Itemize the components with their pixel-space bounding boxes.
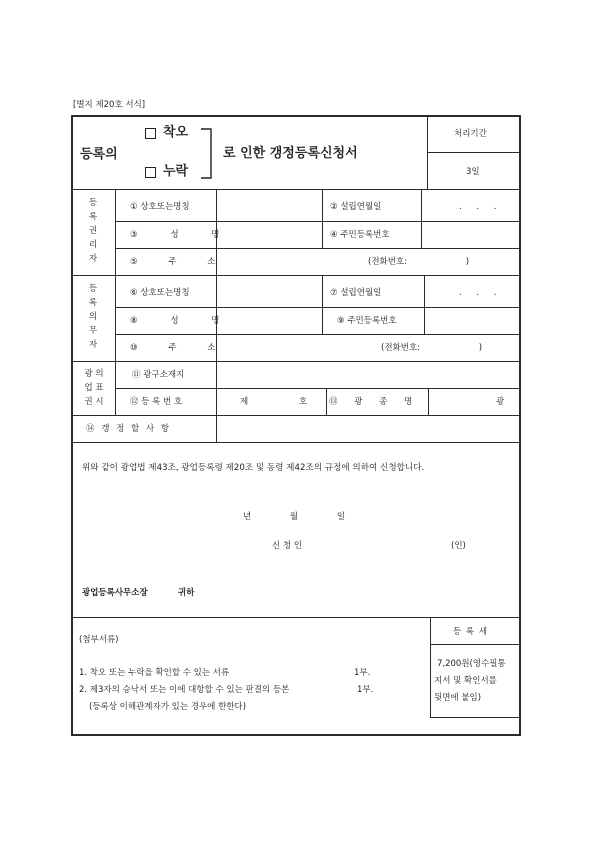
rights-address-label: ⑤ 주 소 [130, 257, 216, 267]
rights-trade-name-field[interactable] [218, 191, 321, 220]
omission-option-label: 누락 [163, 164, 189, 179]
rights-resident-no-field[interactable] [423, 223, 519, 247]
attachment-item-2: 2. 제3자의 승낙서 또는 이에 대항할 수 있는 판결의 등본 [79, 685, 290, 695]
outer-border-left [71, 115, 73, 736]
rights-name-label: ③ 성 명 [130, 230, 220, 240]
attachment-item-1: 1. 착오 또는 누락을 확인할 수 있는 서류 [79, 668, 230, 678]
form-number-label: [별지 제20호 서식] [73, 100, 146, 110]
processing-period-value: 3일 [466, 167, 480, 177]
registration-number-field[interactable]: 제 호 [240, 397, 308, 407]
rights-established-date-label: ② 설립연월일 [330, 202, 382, 212]
attachment-item-1-qty: 1부. [354, 668, 371, 678]
outer-border-bottom [71, 734, 521, 736]
outer-border-right [519, 115, 521, 736]
omission-checkbox[interactable] [145, 167, 156, 178]
rights-resident-no-label: ④ 주민등록번호 [330, 230, 390, 240]
rights-phone-label: (전화번호: ) [368, 257, 470, 267]
obligor-address-label: ⑩ 주 소 [130, 343, 216, 353]
outer-border-top [71, 115, 521, 117]
obligor-resident-no-field[interactable] [426, 309, 519, 333]
recipient-label: 광업등록사무소장 [82, 588, 148, 598]
mine-location-field[interactable] [218, 363, 519, 387]
applicant-name-field[interactable] [318, 536, 446, 554]
error-checkbox[interactable] [145, 128, 156, 139]
attachments-title: (첨부서류) [79, 635, 119, 645]
correction-items-label: ⑭ 갱 정 할 사 항 [86, 424, 172, 434]
rights-trade-name-label: ① 상호또는명칭 [130, 202, 190, 212]
obligor-name-field[interactable] [218, 309, 321, 333]
title-suffix: 로 인한 갱정등록신청서 [223, 146, 358, 161]
option-bracket [200, 128, 214, 180]
seal-label: (인) [451, 541, 466, 551]
declaration-text: 위와 같이 광업법 제43조, 광업등록령 제20조 및 동령 제42조의 규정에 의하여 신청합니다. [82, 463, 425, 473]
applicant-label: 신 청 인 [272, 541, 303, 551]
header-bottom-line [72, 189, 520, 190]
title-prefix: 등록의 [80, 147, 118, 162]
mine-location-label: ⑪ 광구소재지 [132, 370, 185, 380]
attachment-item-2-qty: 1부. [357, 685, 374, 695]
section-column-divider [115, 189, 116, 415]
registration-tax-line-3: 뒷면에 붙임) [434, 693, 482, 703]
obligor-resident-no-label: ⑨ 주민등록번호 [337, 316, 397, 326]
mine-name-unit: 광 [496, 397, 505, 407]
processing-period-label: 처리기간 [454, 129, 487, 139]
correction-items-field[interactable] [218, 417, 519, 441]
rights-established-date-field[interactable]: . . . [459, 202, 497, 212]
registration-tax-line-2: 지서 및 확인서를 [434, 676, 497, 686]
header-divider-h [427, 152, 520, 153]
obligor-trade-name-label: ⑥ 상호또는명칭 [130, 288, 190, 298]
recipient-suffix: 귀하 [178, 588, 195, 598]
registration-tax-title: 등 록 세 [453, 627, 489, 637]
attachment-item-2-note: (등록상 이해관계자가 있는 경우에 한한다) [89, 702, 247, 712]
registration-number-label: ⑫ 등 록 번 호 [130, 397, 183, 407]
obligor-section-label: 등 록 의 무 자 [88, 284, 98, 350]
obligor-name-label: ⑧ 성 명 [130, 316, 220, 326]
rights-holder-section-label: 등 록 권 리 자 [88, 198, 98, 264]
registration-tax-line-1: 7,200원(영수필통 [437, 659, 506, 669]
obligor-established-date-field[interactable]: . . . [459, 288, 497, 298]
date-line: 년 월 일 [243, 512, 346, 522]
mining-right-section-label: 광 의 업 표 권 시 [84, 369, 104, 407]
obligor-phone-label: (전화번호: ) [381, 343, 483, 353]
error-option-label: 착오 [163, 125, 189, 140]
obligor-established-date-label: ⑦ 설립연월일 [330, 288, 382, 298]
obligor-trade-name-field[interactable] [218, 277, 321, 306]
rights-name-field[interactable] [218, 223, 321, 247]
attachments-top-line [72, 617, 520, 618]
mine-name-label: ⑬ 광 종 명 [329, 397, 413, 407]
